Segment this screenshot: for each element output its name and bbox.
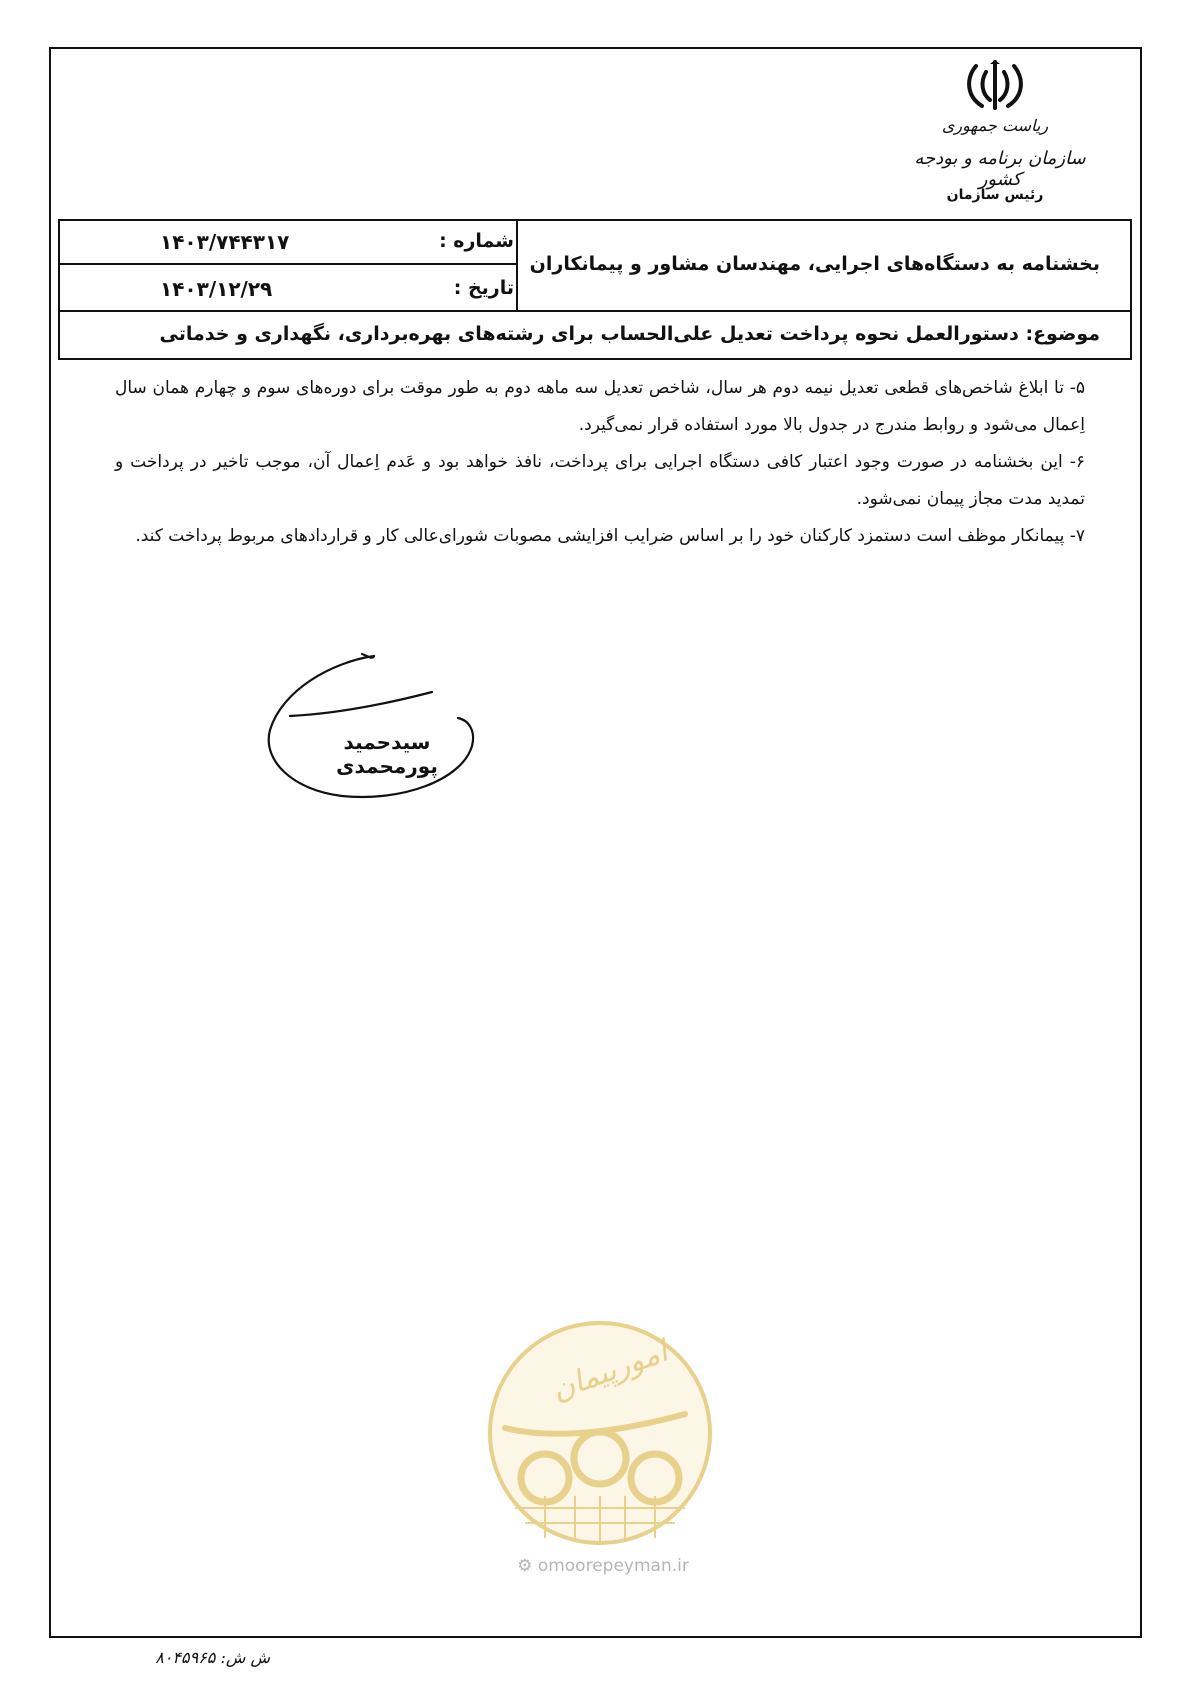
watermark-website: ⚙ omoorepeyman.ir (517, 1556, 689, 1576)
body-paragraph: ۶- این بخشنامه در صورت وجود اعتبار کافی دستگاه اجرایی برای پرداخت، نافذ خواهد بود و عَدم اِعمال آن، موجب تاخیر در پرداخت و تمدید مدت مجاز پیمان نمی‌شود. (115, 452, 1085, 509)
subject-line: موضوع: دستورالعمل نحوه پرداخت تعدیل علی‌الحساب برای رشته‌های بهره‌برداری، نگهداری و خدماتی (159, 323, 1100, 345)
footer-reference: ش ش: ۸۰۴۵۹۶۵ (155, 1648, 270, 1667)
number-label: شماره : (439, 230, 514, 252)
letter-date: ۱۴۰۳/۱۲/۲۹ (160, 277, 273, 301)
date-label: تاریخ : (453, 277, 514, 299)
signatory-name: سیدحمید پورمحمدی (336, 730, 438, 778)
head-title: رئیس سازمان (946, 187, 1044, 203)
body-paragraph: ۵- تا ابلاغ شاخص‌های قطعی تعدیل نیمه دوم هر سال، شاخص تعدیل سه ماهه دوم به طور موقت برای دوره‌های سوم و چهارم همان سال اِعمال می‌شود و روابط مندرج در جدول بالا مورد استفاده قرار نمی‌گیرد. (115, 378, 1085, 435)
letter-body (115, 370, 1085, 555)
organization-name: سازمان برنامه و بودجه کشور (914, 148, 1086, 190)
iran-emblem-icon (962, 58, 1028, 114)
table-divider (60, 310, 1130, 312)
letter-number: ۱۴۰۳/۷۴۴۳۱۷ (160, 230, 290, 254)
omoorepeyman-watermark-logo (485, 1318, 715, 1548)
table-divider (60, 263, 516, 265)
presidency-line: ریاست جمهوری (941, 116, 1049, 135)
recipients-line: بخشنامه به دستگاه‌های اجرایی، مهندسان مشاور و پیمانکاران (529, 253, 1100, 275)
body-paragraph: ۷- پیمانکار موظف است دستمزد کارکنان خود را بر اساس ضرایب افزایشی مصوبات شورای‌عالی کار و قراردادهای مربوط پرداخت کند. (135, 526, 1085, 546)
svg-text:امورپیمان: امورپیمان (547, 1334, 673, 1409)
header-table (58, 219, 1132, 360)
table-divider (516, 221, 518, 310)
